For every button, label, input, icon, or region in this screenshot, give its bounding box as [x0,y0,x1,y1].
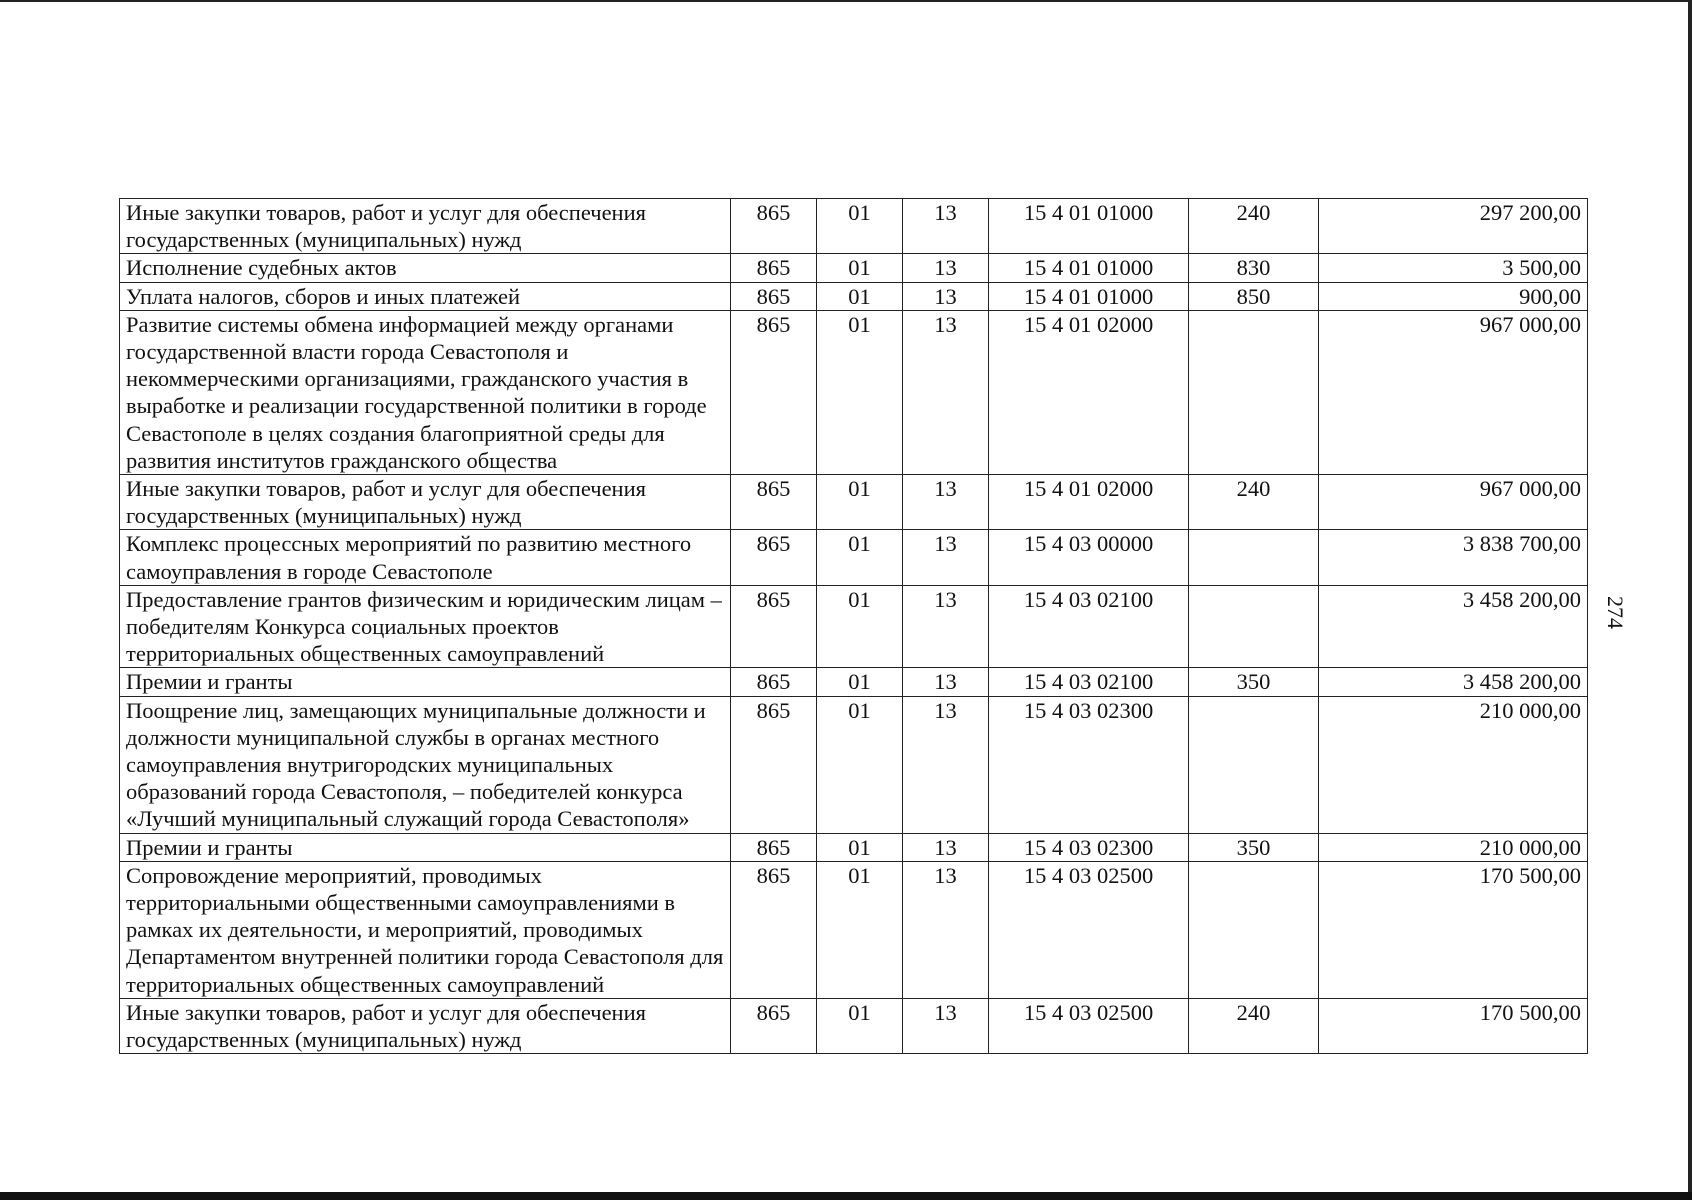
row-expense-type-cell [1189,696,1319,833]
row-article-cell: 15 4 03 02100 [989,668,1189,696]
row-dept-code-cell: 865 [731,530,817,585]
row-article-cell: 15 4 03 00000 [989,530,1189,585]
row-expense-type-cell: 350 [1189,833,1319,861]
table-row [120,254,1588,282]
row-section-cell: 01 [817,475,903,530]
row-amount-cell: 3 500,00 [1319,254,1588,282]
row-dept-code-cell: 865 [731,696,817,833]
row-name-cell: Предоставление грантов физическим и юридическим лицам – победителям Конкурса социальных проектов территориальных общественных самоуправлений [120,585,731,668]
row-article-cell: 15 4 01 01000 [989,199,1189,254]
table-row [120,668,1588,696]
row-expense-type-cell [1189,585,1319,668]
row-dept-code-cell: 865 [731,199,817,254]
row-subsection-cell: 13 [903,998,989,1053]
row-article-cell: 15 4 01 01000 [989,282,1189,310]
row-expense-type-cell: 240 [1189,475,1319,530]
row-amount-cell: 3 838 700,00 [1319,530,1588,585]
row-dept-code-cell: 865 [731,668,817,696]
row-expense-type-cell: 830 [1189,254,1319,282]
table-row [120,998,1588,1053]
row-article-cell: 15 4 03 02500 [989,861,1189,998]
row-dept-code-cell: 865 [731,998,817,1053]
row-name-cell: Премии и гранты [120,668,731,696]
row-subsection-cell: 13 [903,530,989,585]
page-number: 274 [1603,596,1628,629]
scan-right-border [1688,0,1692,1200]
row-amount-cell: 3 458 200,00 [1319,585,1588,668]
row-amount-cell: 967 000,00 [1319,475,1588,530]
row-article-cell: 15 4 03 02100 [989,585,1189,668]
row-amount-cell: 170 500,00 [1319,998,1588,1053]
row-section-cell: 01 [817,668,903,696]
row-subsection-cell: 13 [903,310,989,474]
row-dept-code-cell: 865 [731,282,817,310]
row-dept-code-cell: 865 [731,254,817,282]
table-row [120,585,1588,668]
table-row [120,696,1588,833]
row-section-cell: 01 [817,310,903,474]
row-subsection-cell: 13 [903,585,989,668]
row-dept-code-cell: 865 [731,861,817,998]
table-row [120,282,1588,310]
budget-table [119,198,1588,1054]
row-section-cell: 01 [817,254,903,282]
row-section-cell: 01 [817,585,903,668]
row-section-cell: 01 [817,861,903,998]
row-article-cell: 15 4 01 01000 [989,254,1189,282]
row-article-cell: 15 4 01 02000 [989,310,1189,474]
table-row [120,310,1588,474]
row-subsection-cell: 13 [903,833,989,861]
row-name-cell: Исполнение судебных актов [120,254,731,282]
table-row [120,199,1588,254]
row-amount-cell: 900,00 [1319,282,1588,310]
row-section-cell: 01 [817,530,903,585]
row-article-cell: 15 4 03 02500 [989,998,1189,1053]
row-dept-code-cell: 865 [731,310,817,474]
budget-table-body [120,199,1588,1054]
row-expense-type-cell: 240 [1189,998,1319,1053]
row-subsection-cell: 13 [903,282,989,310]
row-amount-cell: 967 000,00 [1319,310,1588,474]
row-expense-type-cell [1189,310,1319,474]
row-article-cell: 15 4 03 02300 [989,696,1189,833]
row-amount-cell: 170 500,00 [1319,861,1588,998]
table-row [120,530,1588,585]
row-name-cell: Уплата налогов, сборов и иных платежей [120,282,731,310]
row-subsection-cell: 13 [903,475,989,530]
row-article-cell: 15 4 01 02000 [989,475,1189,530]
scan-top-border [0,0,1692,2]
row-amount-cell: 210 000,00 [1319,833,1588,861]
row-name-cell: Комплекс процессных мероприятий по развитию местного самоуправления в городе Севастополе [120,530,731,585]
row-subsection-cell: 13 [903,668,989,696]
row-name-cell: Иные закупки товаров, работ и услуг для обеспечения государственных (муниципальных) нужд [120,199,731,254]
row-name-cell: Иные закупки товаров, работ и услуг для обеспечения государственных (муниципальных) нужд [120,998,731,1053]
row-subsection-cell: 13 [903,696,989,833]
row-name-cell: Сопровождение мероприятий, проводимых территориальными общественными самоуправлениями в рамках их деятельности, и мероприятий, проводимых Департаментом внутренней политики города Севастополя для территориальных общественных самоуправлений [120,861,731,998]
row-dept-code-cell: 865 [731,475,817,530]
table-row [120,475,1588,530]
row-section-cell: 01 [817,833,903,861]
row-expense-type-cell: 850 [1189,282,1319,310]
row-name-cell: Премии и гранты [120,833,731,861]
row-name-cell: Иные закупки товаров, работ и услуг для обеспечения государственных (муниципальных) нужд [120,475,731,530]
row-expense-type-cell [1189,861,1319,998]
scan-bottom-border [0,1192,1692,1200]
row-amount-cell: 297 200,00 [1319,199,1588,254]
row-subsection-cell: 13 [903,199,989,254]
row-amount-cell: 3 458 200,00 [1319,668,1588,696]
row-subsection-cell: 13 [903,254,989,282]
table-row [120,833,1588,861]
row-section-cell: 01 [817,696,903,833]
row-amount-cell: 210 000,00 [1319,696,1588,833]
row-name-cell: Поощрение лиц, замещающих муниципальные должности и должности муниципальной службы в органах местного самоуправления внутригородских муниципальных образований города Севастополя, – победителей конкурса «Лучший муниципальный служащий города Севастополя» [120,696,731,833]
row-dept-code-cell: 865 [731,585,817,668]
row-section-cell: 01 [817,199,903,254]
row-expense-type-cell: 350 [1189,668,1319,696]
table-row [120,861,1588,998]
row-dept-code-cell: 865 [731,833,817,861]
row-section-cell: 01 [817,998,903,1053]
row-expense-type-cell: 240 [1189,199,1319,254]
row-article-cell: 15 4 03 02300 [989,833,1189,861]
row-expense-type-cell [1189,530,1319,585]
row-section-cell: 01 [817,282,903,310]
row-subsection-cell: 13 [903,861,989,998]
row-name-cell: Развитие системы обмена информацией между органами государственной власти города Севастополя и некоммерческими организациями, гражданского участия в выработке и реализации государственной политики в городе Севастополе в целях создания благоприятной среды для развития институтов гражданского общества [120,310,731,474]
